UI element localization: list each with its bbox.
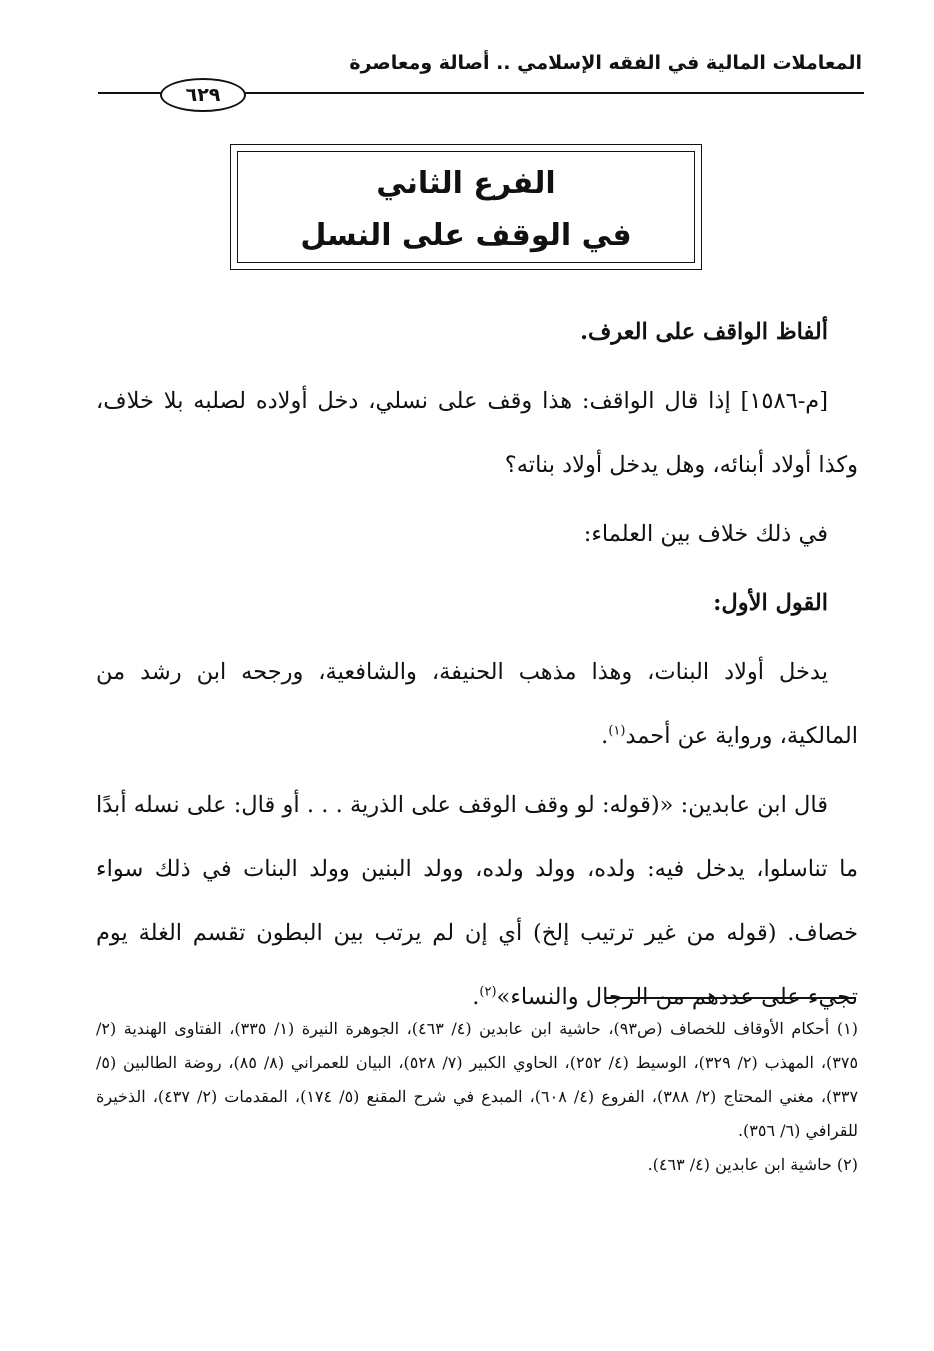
subheading-first-opinion: القول الأول:: [713, 590, 828, 616]
paragraph-3-end: .: [601, 723, 609, 749]
paragraph-4-text: قال ابن عابدين: «(قوله: لو وقف الوقف على الذرية . . . أو قال: على نسله أبدًا ما تناسلوا، يدخل فيه: ولده، وولد ولده، وولد البنين وولد البنات في ذلك سواء خصاف. (قوله من غير ترتيب إلخ) أي إن لم يرتب بين البطون تقسم الغلة يوم تجيء على عددهم من الرجال والنساء»: [96, 792, 858, 1010]
section-title-box: [230, 144, 702, 270]
page-number: ٦٢٩: [160, 78, 246, 112]
paragraph-1: [م-١٥٨٦] إذا قال الواقف: هذا وقف على نسلي، دخل أولاده لصلبه بلا خلاف، وكذا أولاد أبنائه، وهل يدخل أولاد بناته؟: [96, 388, 858, 478]
paragraph-4-end: .: [472, 984, 480, 1010]
section-title-inner-frame: [237, 151, 695, 263]
section-title-line-1: الفرع الثاني: [376, 166, 556, 201]
paragraph-2: في ذلك خلاف بين العلماء:: [583, 521, 828, 547]
footnote-ref-1: (١): [608, 723, 626, 739]
footnote-ref-2: (٢): [479, 984, 497, 1000]
body-heading: ألفاظ الواقف على العرف.: [580, 319, 828, 345]
running-header-title: المعاملات المالية في الفقه الإسلامي .. أصالة ومعاصرة: [349, 52, 862, 74]
body-text: [96, 300, 858, 1034]
paragraph-3-text: يدخل أولاد البنات، وهذا مذهب الحنيفة، والشافعية، ورجحه ابن رشد من المالكية، ورواية عن أحمد: [96, 659, 858, 749]
footnote-2: (٢) حاشية ابن عابدين (٤/ ٤٦٣).: [647, 1155, 858, 1174]
footnote-1: (١) أحكام الأوقاف للخصاف (ص٩٣)، حاشية ابن عابدين (٤/ ٤٦٣)، الجوهرة النيرة (١/ ٣٣٥)، الفتاوى الهندية (٢/ ٣٧٥)، المهذب (٢/ ٣٢٩)، الوسيط (٤/ ٢٥٢)، الحاوي الكبير (٧/ ٥٢٨)، البيان للعمراني (٨/ ٨٥)، روضة الطالبين (٥/ ٣٣٧)، مغني المحتاج (٢/ ٣٨٨)، الفروع (٤/ ٦٠٨)، المبدع في شرح المقنع (٥/ ١٧٤)، المقدمات (٢/ ٤٣٧)، الذخيرة للقرافي (٦/ ٣٥٦).: [96, 1019, 859, 1140]
paragraph-3: [96, 640, 858, 768]
footnote-separator: [606, 997, 856, 999]
section-title-line-2: في الوقف على النسل: [300, 218, 632, 253]
footnotes: [96, 1012, 858, 1182]
paragraph-4: [96, 773, 858, 1029]
